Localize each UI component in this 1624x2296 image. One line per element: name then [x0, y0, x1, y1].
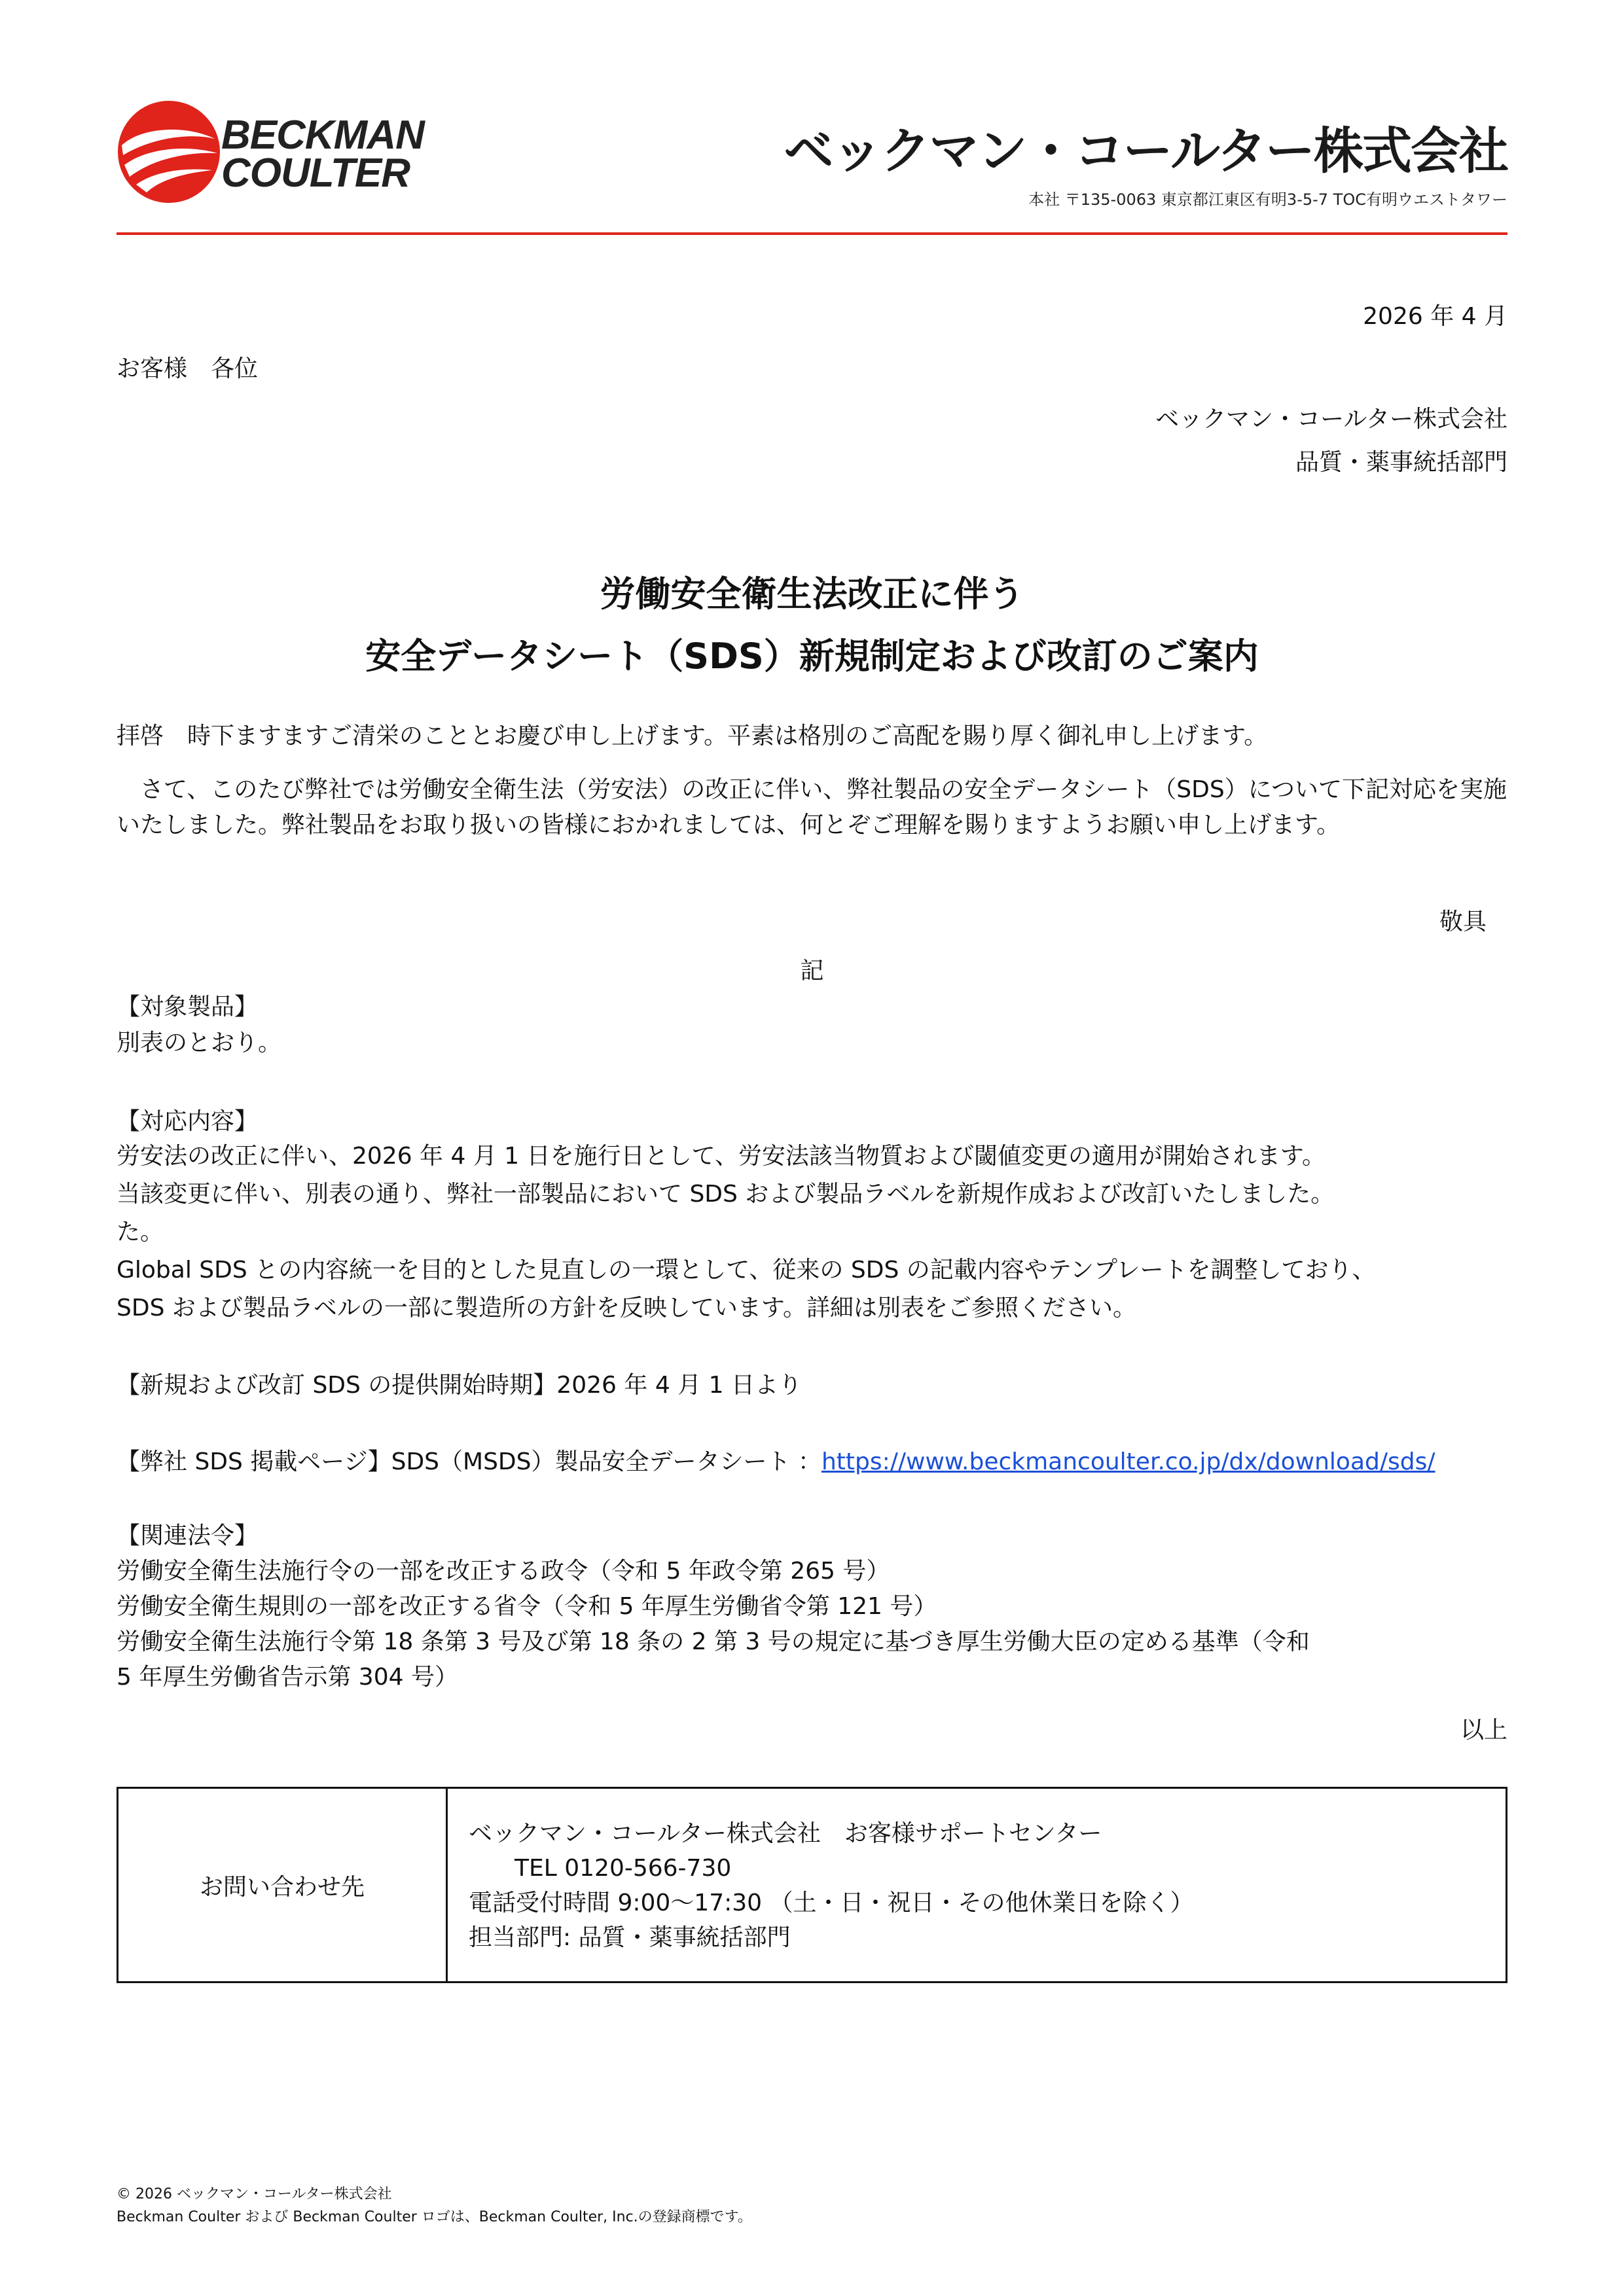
closing-ijo: 以上: [1460, 1717, 1507, 1744]
header-divider: [117, 232, 1507, 235]
contact-hours: 電話受付時間 9:00～17:30 （土・日・祝日・その他休業日を除く）: [469, 1890, 1194, 1916]
contact-details: [469, 1816, 1193, 1955]
response-line-2: 当該変更に伴い、別表の通り、弊社一部製品において SDS および製品ラベルを新規作成および改訂いたしました。: [117, 1181, 1335, 1208]
contact-company: ベックマン・コールター株式会社 お客様サポートセンター: [469, 1820, 1102, 1847]
page-title-line1: 労働安全衛生法改正に伴う: [600, 573, 1024, 615]
sds-page-label: 【弊社 SDS 掲載ページ】SDS（MSDS）製品安全データシート ：: [117, 1448, 821, 1475]
law-item-1: 労働安全衛生法施行令の一部を改正する政令（令和 5 年政令第 265 号）: [117, 1558, 890, 1585]
footer-trademark: Beckman Coulter および Beckman Coulter ロゴは、Beckman Coulter, Inc.の登録商標です。: [117, 2209, 752, 2225]
response-line-3: Global SDS との内容統一を目的とした見直しの一環として、従来の SDS の記載内容やテンプレートを調整しており、: [117, 1257, 1376, 1283]
contact-phone: TEL 0120-566-730: [514, 1855, 732, 1882]
greeting-paragraph: 拝啓 時下ますますご清栄のこととお慶び申し上げます。平素は格別のご高配を賜り厚く御礼申し上げます。: [117, 723, 1268, 749]
ki-marker: 記: [800, 958, 824, 984]
logo-text-line1: BECKMAN: [221, 113, 424, 158]
footer-copyright: © 2026 ベックマン・コールター株式会社: [117, 2186, 392, 2202]
response-line-2-cont: た。: [117, 1219, 164, 1246]
logo-text-line2: COULTER: [221, 151, 410, 196]
sender-department: 品質・薬事統括部門: [1295, 449, 1507, 476]
response-heading: 【対応内容】: [117, 1108, 259, 1135]
body-paragraph: さて、このたび弊社では労働安全衛生法（労安法）の改正に伴い、弊社製品の安全データシート（SDS）について下記対応を実施いたしました。弊社製品をお取り扱いの皆様におかれましては、何とぞご理解を賜りますようお願い申し上げます。: [117, 776, 1507, 838]
products-heading: 【対象製品】: [117, 994, 259, 1020]
products-text: 別表のとおり。: [117, 1030, 282, 1056]
company-name: ベックマン・コールター株式会社: [784, 122, 1507, 180]
page-title-line2: 安全データシート（SDS）新規制定および改訂のご案内: [365, 636, 1259, 677]
sds-start-date: 【新規および改訂 SDS の提供開始時期】2026 年 4 月 1 日より: [117, 1372, 802, 1399]
sender-company: ベックマン・コールター株式会社: [1155, 406, 1507, 433]
laws-heading: 【関連法令】: [117, 1522, 259, 1549]
logo-wordmark: [221, 113, 424, 196]
law-item-2: 労働安全衛生規則の一部を改正する省令（令和 5 年厚生労働省令第 121 号）: [117, 1593, 937, 1620]
beckman-coulter-logo-icon: [117, 99, 221, 204]
contact-department: 担当部門: 品質・薬事統括部門: [469, 1924, 791, 1951]
contact-label: お問い合わせ先: [199, 1873, 365, 1901]
letter-date: 2026 年 4 月: [1363, 303, 1507, 330]
law-item-3-cont: 5 年厚生労働省告示第 304 号）: [117, 1664, 458, 1691]
closing-keigu: 敬具: [1439, 908, 1487, 935]
response-line-1: 労安法の改正に伴い、2026 年 4 月 1 日を施行日として、労安法該当物質および閾値変更の適用が開始されます。: [117, 1143, 1326, 1170]
law-item-3: 労働安全衛生法施行令第 18 条第 3 号及び第 18 条の 2 第 3 号の規定に基づき厚生労働大臣の定める基準（令和: [117, 1628, 1310, 1655]
addressee: お客様 各位: [117, 355, 259, 382]
company-address: 本社 〒135-0063 東京都江東区有明3-5-7 TOC有明ウエストタワー: [1028, 190, 1507, 209]
sds-page-link[interactable]: https://www.beckmancoulter.co.jp/dx/download/sds/: [821, 1448, 1435, 1475]
sds-page-row: [117, 1443, 1435, 1477]
contact-divider: [446, 1789, 448, 1981]
contact-box: [117, 1787, 1507, 1983]
response-line-4: SDS および製品ラベルの一部に製造所の方針を反映しています。詳細は別表をご参照ください。: [117, 1295, 1136, 1321]
